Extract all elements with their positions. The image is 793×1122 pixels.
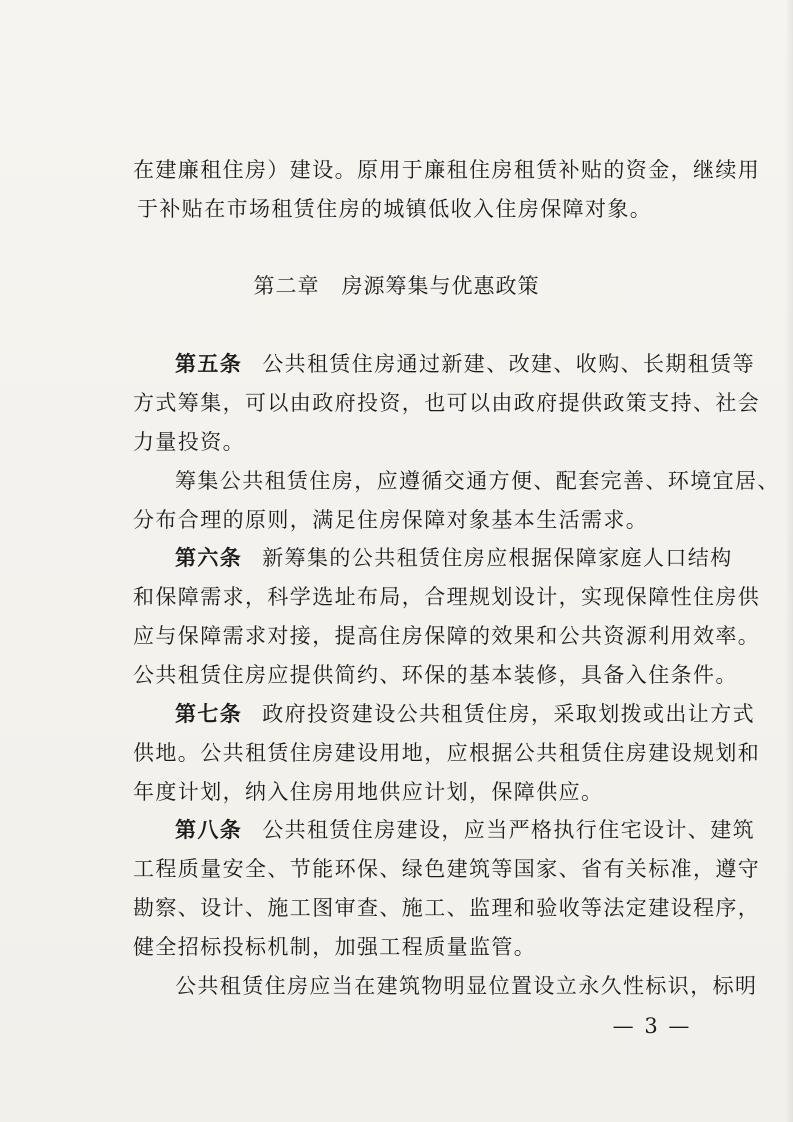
text-line: 应与保障需求对接，提高住房保障的效果和公共资源利用效率。 — [133, 624, 761, 648]
text-line: 公共租赁住房应提供简约、环保的基本装修，具备入住条件。 — [133, 663, 738, 687]
text-line: 健全招标投标机制，加强工程质量监管。 — [133, 935, 537, 959]
text-line: 供地。公共租赁住房建设用地，应根据公共租赁住房建设规划和 — [133, 741, 761, 765]
text-line: 年度计划，纳入住房用地供应计划，保障供应。 — [133, 780, 604, 804]
text-span: 公共租赁住房建设，应当严格执行住宅设计、建筑 — [262, 818, 756, 842]
text-line: 筹集公共租赁住房，应遵循交通方便、配套完善、环境宜居、 — [175, 469, 780, 493]
article-6-first-line — [175, 543, 733, 573]
article-5-heading: 第五条 — [175, 352, 243, 376]
text-line: 和保障需求，科学选址布局，合理规划设计，实现保障性住房供 — [133, 585, 761, 609]
chapter-title: 第二章 房源筹集与优惠政策 — [253, 274, 540, 298]
text-line: 在建廉租住房）建设。原用于廉租住房租赁补贴的资金，继续用 — [133, 158, 761, 182]
article-7-heading: 第七条 — [175, 702, 243, 726]
text-line: 分布合理的原则，满足住房保障对象基本生活需求。 — [133, 508, 649, 532]
article-8-heading: 第八条 — [175, 818, 243, 842]
text-line: 力量投资。 — [133, 430, 245, 454]
article-8-first-line — [175, 815, 756, 845]
text-span: 政府投资建设公共租赁住房，采取划拨或出让方式 — [262, 702, 756, 726]
text-span: 公共租赁住房通过新建、改建、收购、长期租赁等 — [262, 352, 756, 376]
article-6-heading: 第六条 — [175, 546, 243, 570]
text-line: 公共租赁住房应当在建筑物明显位置设立永久性标识，标明 — [175, 974, 758, 998]
text-line: 工程质量安全、节能环保、绿色建筑等国家、省有关标准，遵守 — [133, 857, 761, 881]
text-span: 新筹集的公共租赁住房应根据保障家庭人口结构 — [262, 546, 733, 570]
text-line: 勘察、设计、施工图审查、施工、监理和验收等法定建设程序， — [133, 896, 761, 920]
text-line: 于补贴在市场租赁住房的城镇低收入住房保障对象。 — [137, 197, 653, 221]
article-5-first-line — [175, 349, 756, 379]
article-7-first-line — [175, 699, 756, 729]
page-edge-shadow — [785, 0, 793, 1122]
text-line: 方式筹集，可以由政府投资，也可以由政府提供政策支持、社会 — [133, 391, 761, 415]
page-number: — 3 — — [612, 1014, 692, 1038]
